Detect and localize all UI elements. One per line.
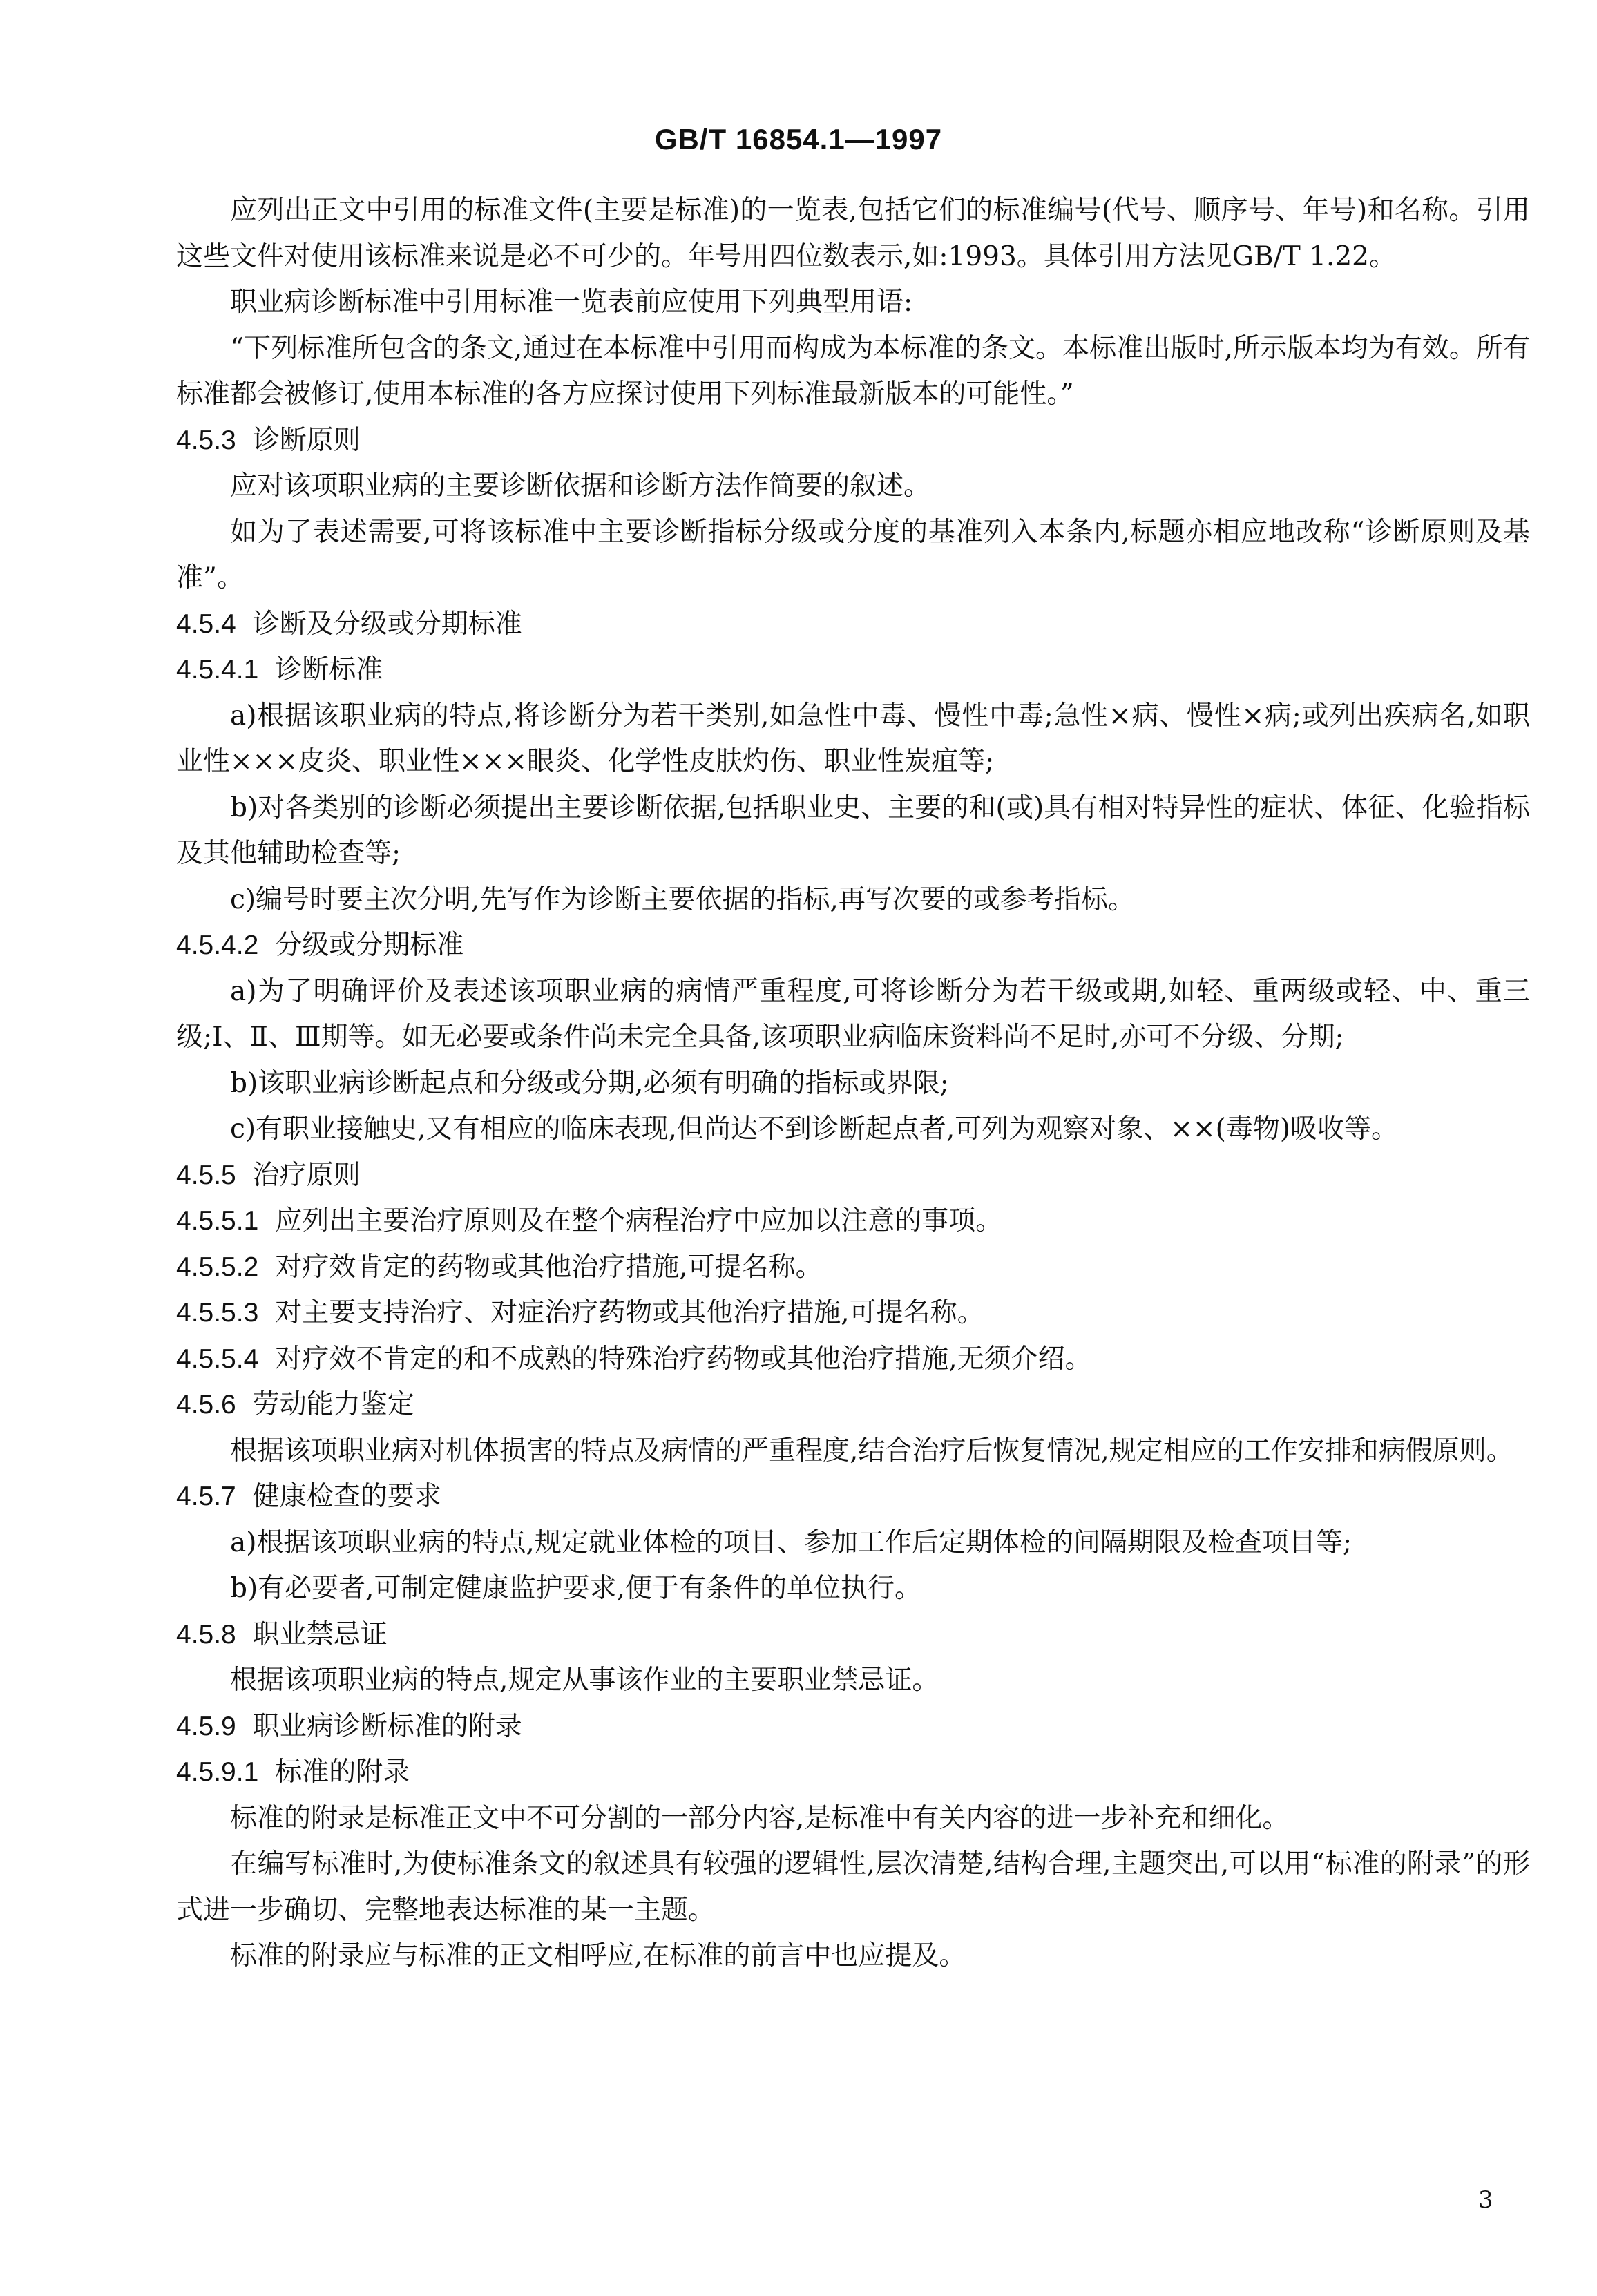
section-heading xyxy=(176,1474,1530,1520)
section-title: 职业禁忌证 xyxy=(252,1618,388,1650)
section-heading xyxy=(176,1290,1530,1337)
section-title: 职业病诊断标准的附录 xyxy=(252,1710,522,1742)
section-number: 4.5.9 xyxy=(176,1711,236,1741)
section-number: 4.5.5.4 xyxy=(176,1343,259,1374)
section-title: 对疗效不肯定的和不成熟的特殊治疗药物或其他治疗措施,无须介绍。 xyxy=(275,1343,1092,1375)
section-number: 4.5.3 xyxy=(176,425,236,455)
paragraph: a)根据该职业病的特点,将诊断分为若干类别,如急性中毒、慢性中毒;急性×病、慢性×病;或列出疾病名,如职业性×××皮炎、职业性×××眼炎、化学性皮肤灼伤、职业性炭疽等; xyxy=(176,700,1530,777)
section-title: 标准的附录 xyxy=(275,1757,410,1788)
section-heading xyxy=(176,1198,1530,1245)
paragraph: c)编号时要主次分明,先写作为诊断主要依据的指标,再写次要的或参考指标。 xyxy=(230,883,1135,915)
document-body xyxy=(176,188,1530,1980)
paragraph: 应对该项职业病的主要诊断依据和诊断方法作简要的叙述。 xyxy=(230,470,931,501)
section-heading xyxy=(176,418,1530,464)
section-heading xyxy=(176,1245,1530,1291)
section-number: 4.5.4.2 xyxy=(176,930,259,960)
page-number: 3 xyxy=(1478,2186,1493,2214)
section-heading xyxy=(176,1337,1530,1383)
paragraph: 如为了表述需要,可将该标准中主要诊断指标分级或分度的基准列入本条内,标题亦相应地改称“诊断原则及基准”。 xyxy=(176,516,1530,593)
paragraph: 标准的附录应与标准的正文相呼应,在标准的前言中也应提及。 xyxy=(230,1940,966,1971)
section-title: 健康检查的要求 xyxy=(252,1481,441,1512)
paragraph: 在编写标准时,为使标准条文的叙述具有较强的逻辑性,层次清楚,结构合理,主题突出,可以用“标准的附录”的形式进一步确切、完整地表达标准的某一主题。 xyxy=(176,1848,1530,1926)
section-heading xyxy=(176,1612,1530,1658)
section-heading xyxy=(176,1750,1530,1796)
section-heading xyxy=(176,602,1530,648)
paragraph: 根据该项职业病对机体损害的特点及病情的严重程度,结合治疗后恢复情况,规定相应的工作安排和病假原则。 xyxy=(230,1435,1513,1466)
section-title: 诊断标准 xyxy=(275,654,383,685)
section-number: 4.5.5.2 xyxy=(176,1252,259,1282)
section-title: 分级或分期标准 xyxy=(275,930,464,961)
section-number: 4.5.4.1 xyxy=(176,655,259,685)
section-heading xyxy=(176,647,1530,693)
section-title: 应列出主要治疗原则及在整个病程治疗中应加以注意的事项。 xyxy=(275,1205,1003,1236)
section-number: 4.5.4 xyxy=(176,609,236,639)
section-number: 4.5.6 xyxy=(176,1390,236,1419)
section-number: 4.5.8 xyxy=(176,1619,236,1649)
paragraph: b)有必要者,可制定健康监护要求,便于有条件的单位执行。 xyxy=(230,1573,921,1604)
section-title: 治疗原则 xyxy=(252,1159,361,1191)
page-header-standard-number: GB/T 16854.1—1997 xyxy=(654,123,943,155)
section-number: 4.5.7 xyxy=(176,1482,236,1511)
paragraph: b)对各类别的诊断必须提出主要诊断依据,包括职业史、主要的和(或)具有相对特异性的症状、体征、化验指标及其他辅助检查等; xyxy=(176,792,1530,869)
paragraph: 根据该项职业病的特点,规定从事该作业的主要职业禁忌证。 xyxy=(230,1665,939,1696)
paragraph: a)根据该项职业病的特点,规定就业体检的项目、参加工作后定期体检的间隔期限及检查项目等; xyxy=(230,1527,1352,1558)
section-number: 4.5.5.1 xyxy=(176,1206,259,1236)
paragraph: 标准的附录是标准正文中不可分割的一部分内容,是标准中有关内容的进一步补充和细化。 xyxy=(230,1802,1290,1834)
section-heading xyxy=(176,1704,1530,1750)
section-title: 诊断及分级或分期标准 xyxy=(252,608,522,640)
section-number: 4.5.5.3 xyxy=(176,1298,259,1328)
section-heading xyxy=(176,923,1530,969)
section-number: 4.5.5 xyxy=(176,1160,236,1190)
paragraph: “下列标准所包含的条文,通过在本标准中引用而构成为本标准的条文。本标准出版时,所示版本均为有效。所有标准都会被修订,使用本标准的各方应探讨使用下列标准最新版本的可能性。” xyxy=(176,332,1530,410)
section-heading xyxy=(176,1382,1530,1428)
section-title: 对主要支持治疗、对症治疗药物或其他治疗措施,可提名称。 xyxy=(275,1297,984,1328)
paragraph: c)有职业接触史,又有相应的临床表现,但尚达不到诊断起点者,可列为观察对象、××(毒物)吸收等。 xyxy=(230,1113,1399,1145)
section-title: 诊断原则 xyxy=(252,424,361,456)
paragraph: b)该职业病诊断起点和分级或分期,必须有明确的指标或界限; xyxy=(230,1067,949,1099)
paragraph: 应列出正文中引用的标准文件(主要是标准)的一览表,包括它们的标准编号(代号、顺序号、年号)和名称。引用这些文件对使用该标准来说是必不可少的。年号用四位数表示,如:1993。具体引用方法见GB/T 1.22。 xyxy=(176,195,1530,272)
paragraph: 职业病诊断标准中引用标准一览表前应使用下列典型用语: xyxy=(230,287,913,318)
section-heading xyxy=(176,1153,1530,1199)
section-title: 劳动能力鉴定 xyxy=(252,1389,414,1420)
section-number: 4.5.9.1 xyxy=(176,1757,259,1787)
paragraph: a)为了明确评价及表述该项职业病的病情严重程度,可将诊断分为若干级或期,如轻、重两级或轻、中、重三级;Ⅰ、Ⅱ、Ⅲ期等。如无必要或条件尚未完全具备,该项职业病临床资料尚不足时,亦可不分级、分期; xyxy=(176,975,1530,1053)
section-title: 对疗效肯定的药物或其他治疗措施,可提名称。 xyxy=(275,1251,823,1283)
